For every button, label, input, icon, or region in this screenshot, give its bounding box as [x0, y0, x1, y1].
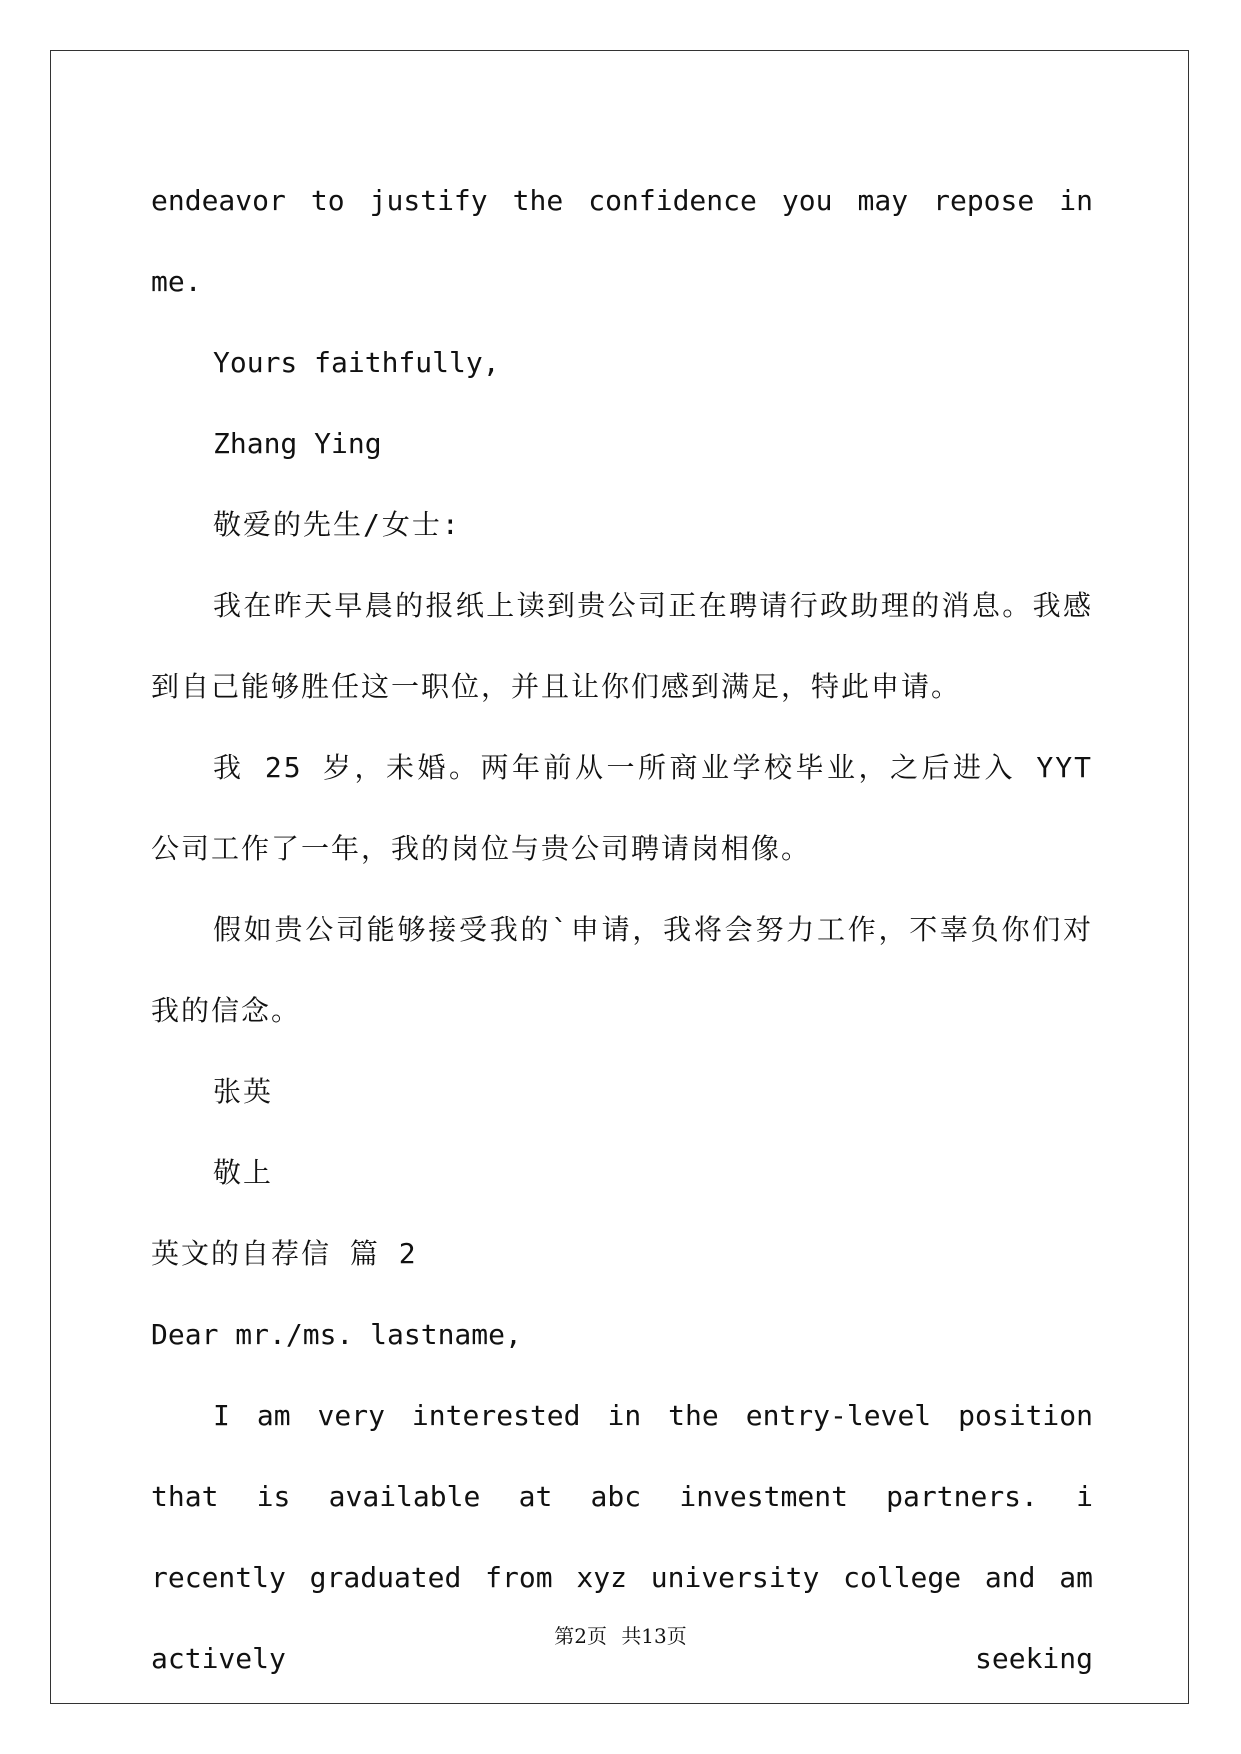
- document-body: [151, 160, 1093, 1699]
- paragraph-body-cn-3: 假如贵公司能够接受我的`申请，我将会努力工作，不辜负你们对我的信念。: [151, 913, 1093, 1027]
- page-total: 共13页: [621, 1624, 687, 1648]
- page-number: 第2页: [554, 1624, 607, 1648]
- paragraph-sign-off: Yours faithfully,: [213, 346, 500, 379]
- paragraph-salutation-cn: 敬爱的先生/女士:: [213, 508, 461, 541]
- paragraph-salutation-en: Dear mr./ms. lastname,: [151, 1318, 522, 1351]
- paragraph-closing-line: endeavor to justify the confidence you may repose in me.: [151, 184, 1093, 298]
- paragraph-body-en-1: I am very interested in the entry-level position that is available at abc investment partners. i recently graduated from xyz university college and am actively seeking: [151, 1399, 1093, 1675]
- page-footer: [0, 1620, 1241, 1649]
- paragraph-body-cn-2: 我 25 岁，未婚。两年前从一所商业学校毕业，之后进入 YYT 公司工作了一年，我的岗位与贵公司聘请岗相像。: [151, 751, 1093, 865]
- paragraph-closing-cn: 敬上: [213, 1156, 274, 1189]
- paragraph-signature-en: Zhang Ying: [213, 427, 382, 460]
- paragraph-body-cn-1: 我在昨天早晨的报纸上读到贵公司正在聘请行政助理的消息。我感到自己能够胜任这一职位，并且让你们感到满足，特此申请。: [151, 589, 1093, 703]
- paragraph-signature-cn: 张英: [213, 1075, 274, 1108]
- section-heading: 英文的自荐信 篇 2: [151, 1237, 418, 1270]
